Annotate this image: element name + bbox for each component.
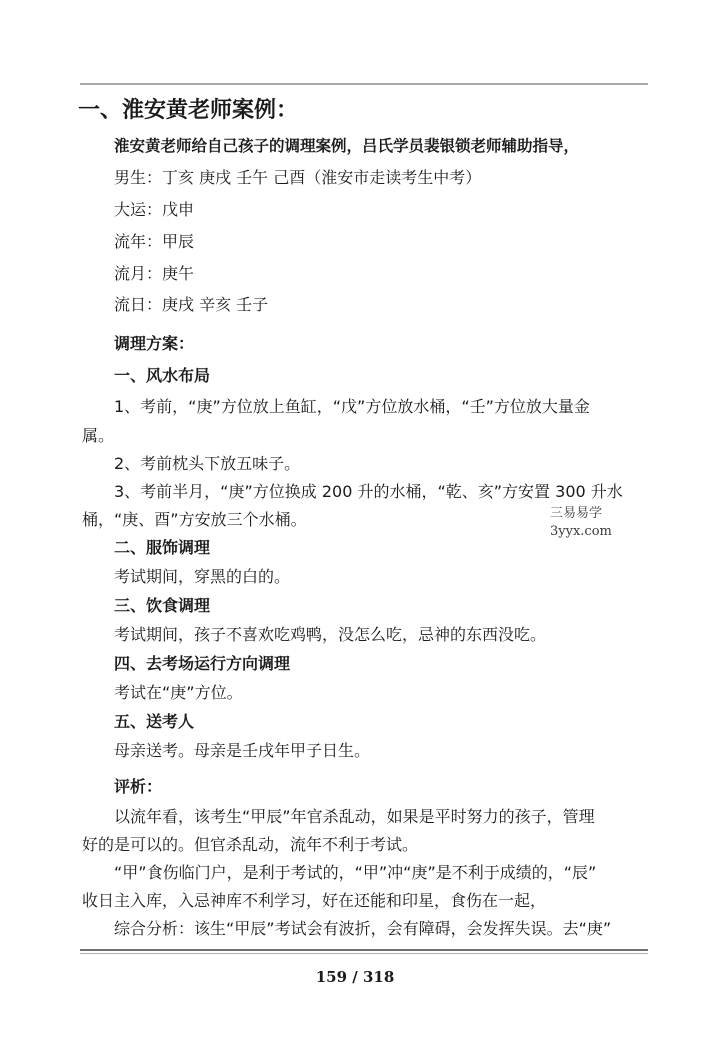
clothing-title: 二、服饰调理 xyxy=(114,538,211,557)
fengshui-item-1: 1、考前，“庚”方位放上鱼缸，“戊”方位放水桶，“壬”方位放大量金 xyxy=(114,397,590,416)
diet-title: 三、饮食调理 xyxy=(114,596,211,615)
clothing-text: 考试期间，穿黑的白的。 xyxy=(114,567,291,586)
bazi-male: 男生：丁亥 庚戌 壬午 己酉（淮安市走读考生中考） xyxy=(114,168,482,187)
section-heading: 一、淮安黄老师案例： xyxy=(78,98,299,123)
diet-text: 考试期间，孩子不喜欢吃鸡鸭，没怎么吃，忌神的东西没吃。 xyxy=(114,625,547,644)
watermark-url: 3yyx.com xyxy=(550,524,612,539)
intro-text: 淮安黄老师给自己孩子的调理案例，吕氏学员裴银锁老师辅助指导， xyxy=(114,136,580,155)
footer-rule xyxy=(80,949,648,951)
footer-rule-thin xyxy=(80,953,648,954)
escort-text: 母亲送考。母亲是壬戌年甲子日生。 xyxy=(114,741,371,760)
analysis-p3: 综合分析：该生“甲辰”考试会有波折，会有障碍，会发挥失误。去“庚” xyxy=(114,919,612,938)
analysis-p1-cont: 好的是可以的。但官杀乱动，流年不利于考试。 xyxy=(82,835,419,854)
fengshui-item-2: 2、考前枕头下放五味子。 xyxy=(114,454,301,473)
bazi-liuri: 流日：庚戌 辛亥 壬子 xyxy=(114,295,269,314)
fengshui-item-3: 3、考前半月，“庚”方位换成 200 升的水桶，“乾、亥”方安置 300 升水 xyxy=(114,482,623,501)
analysis-title: 评析： xyxy=(114,777,163,796)
page-number: 159 / 318 xyxy=(315,968,395,986)
header-rule xyxy=(80,83,648,85)
fengshui-title: 一、风水布局 xyxy=(114,366,211,385)
direction-text: 考试在“庚”方位。 xyxy=(114,683,243,702)
fengshui-item-1-cont: 属。 xyxy=(82,426,115,445)
escort-title: 五、送考人 xyxy=(114,712,195,731)
direction-title: 四、去考场运行方向调理 xyxy=(114,654,291,673)
analysis-p1: 以流年看，该考生“甲辰”年官杀乱动，如果是平时努力的孩子，管理 xyxy=(114,807,595,826)
watermark-text: 三易易学 xyxy=(550,506,603,521)
bazi-liunian: 流年：甲辰 xyxy=(114,232,195,251)
analysis-p2-cont: 收日主入库，入忌神库不利学习，好在还能和印星，食伤在一起， xyxy=(82,891,547,910)
fengshui-item-3-cont: 桶，“庚、酉”方安放三个水桶。 xyxy=(82,510,307,529)
analysis-p2: “甲”食伤临门户，是利于考试的，“甲”冲“庚”是不利于成绩的，“辰” xyxy=(114,863,597,882)
plan-title: 调理方案： xyxy=(114,334,195,353)
bazi-dayun: 大运：戊申 xyxy=(114,200,195,219)
bazi-liuyue: 流月：庚午 xyxy=(114,264,195,283)
